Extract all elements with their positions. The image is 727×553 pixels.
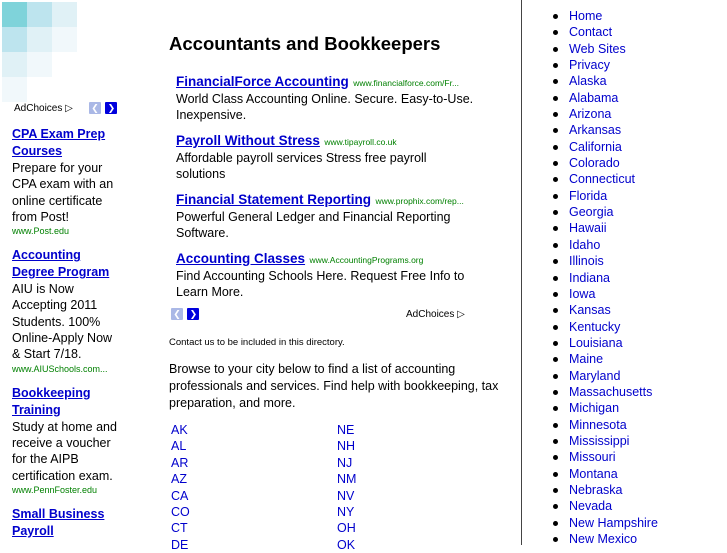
main-ad-body: Affordable payroll services Stress free payroll solutions xyxy=(176,151,427,181)
main-ad-title[interactable]: Financial Statement Reporting xyxy=(176,192,372,207)
left-ad-url[interactable]: www.AIUSchools.com... xyxy=(12,363,108,374)
state-code-link[interactable]: AK xyxy=(171,423,188,437)
left-ad xyxy=(12,126,120,237)
state-code-link[interactable]: NH xyxy=(337,439,356,454)
main-ad xyxy=(176,73,476,132)
left-ad-title[interactable]: Small Business Payroll xyxy=(12,506,105,538)
left-ad-title[interactable]: Bookkeeping Training xyxy=(12,385,91,417)
left-ad-url[interactable]: www.PennFoster.edu xyxy=(12,484,98,495)
main-ad-url[interactable]: www.prophix.com/rep... xyxy=(375,196,464,206)
left-ad xyxy=(12,506,120,540)
adchoices-label-left[interactable]: AdChoices ▷ xyxy=(14,103,73,114)
state-code-link[interactable]: NM xyxy=(337,472,357,487)
nav-link[interactable]: New Mexico xyxy=(553,531,658,547)
nav-link[interactable]: Arizona xyxy=(553,106,658,122)
nav-link[interactable]: California xyxy=(553,139,658,155)
left-ad-body: Prepare for your CPA exam with an online certificate from Post! xyxy=(12,161,114,224)
chevron-right-icon[interactable]: ❯ xyxy=(105,102,117,114)
left-ad-url[interactable]: www.Post.edu xyxy=(12,226,70,237)
chevron-left-icon[interactable]: ❮ xyxy=(89,102,101,114)
adchoices-label-main[interactable]: AdChoices ▷ xyxy=(406,309,465,320)
nav-link[interactable]: Florida xyxy=(553,188,658,204)
left-ad-body: AIU is Now Accepting 2011 Students. 100% Online-Apply Now & Start 7/18. xyxy=(12,282,113,362)
column-divider xyxy=(521,0,522,545)
main-ad-url[interactable]: www.tipayroll.co.uk xyxy=(324,137,397,147)
main-ad-url[interactable]: www.AccountingPrograms.org xyxy=(309,255,424,265)
ad-nav-left xyxy=(89,102,117,120)
page-title: Accountants and Bookkeepers xyxy=(169,33,441,54)
nav-link[interactable]: Privacy xyxy=(553,57,658,73)
state-code-link[interactable]: NY xyxy=(337,504,355,519)
state-code-link[interactable]: CA xyxy=(171,488,189,503)
main-ad-body: Find Accounting Schools Here. Request Free Info to Learn More. xyxy=(176,269,465,299)
left-ad-body: Study at home and receive a voucher for the AIPB certification exam. xyxy=(12,419,117,483)
state-code-column-left xyxy=(171,422,190,553)
nav-link[interactable]: Colorado xyxy=(553,155,658,171)
state-code-link[interactable]: DE xyxy=(171,537,189,552)
state-code-link[interactable]: CT xyxy=(171,521,188,536)
nav-link[interactable]: Indiana xyxy=(553,270,658,286)
nav-link[interactable]: Missouri xyxy=(553,449,658,465)
adchoices-triangle-icon: ▷ xyxy=(457,309,465,320)
state-code-link[interactable]: AZ xyxy=(171,472,187,487)
nav-link[interactable]: Georgia xyxy=(553,204,658,220)
state-code-link[interactable]: AR xyxy=(171,455,189,470)
main-ad-title[interactable]: Payroll Without Stress xyxy=(176,133,320,148)
nav-link[interactable]: Nebraska xyxy=(553,482,658,498)
state-code-link[interactable]: NV xyxy=(337,488,355,503)
state-code-link[interactable]: NJ xyxy=(337,455,353,470)
state-code-column-right xyxy=(337,422,356,553)
nav-link[interactable]: Michigan xyxy=(553,400,658,416)
state-code-link[interactable]: OH xyxy=(337,521,356,536)
nav-link[interactable]: Iowa xyxy=(553,286,658,302)
nav-link[interactable]: Home xyxy=(553,8,658,24)
nav-link[interactable]: Maryland xyxy=(553,368,658,384)
nav-link[interactable]: Nevada xyxy=(553,498,658,514)
nav-link[interactable]: Mississippi xyxy=(553,433,658,449)
intro-text: Browse to your city below to find a list of accounting professionals and services. Find help with bookkeeping, tax preparation, and more. xyxy=(169,362,499,410)
nav-link[interactable]: New Hampshire xyxy=(553,515,658,531)
nav-link[interactable]: Arkansas xyxy=(553,122,658,138)
nav-link[interactable]: Massachusetts xyxy=(553,384,658,400)
left-ad-title[interactable]: Accounting Degree Program xyxy=(12,248,110,280)
main-ad-body: Powerful General Ledger and Financial Reporting Software. xyxy=(176,210,451,240)
nav-link[interactable]: Maine xyxy=(553,351,658,367)
main-ad xyxy=(176,250,476,309)
nav-link[interactable]: Contact xyxy=(553,24,658,40)
contact-line: Contact us to be included in this directory. xyxy=(169,337,345,348)
nav-link[interactable]: Web Sites xyxy=(553,41,658,57)
nav-link[interactable]: Idaho xyxy=(553,237,658,253)
chevron-left-icon[interactable]: ❮ xyxy=(171,308,183,320)
nav-link[interactable]: Connecticut xyxy=(553,171,658,187)
nav-link[interactable]: Minnesota xyxy=(553,417,658,433)
nav-link[interactable]: Hawaii xyxy=(553,220,658,236)
main-ad-title[interactable]: Accounting Classes xyxy=(176,251,306,266)
main-ad xyxy=(176,132,476,191)
left-ad-title[interactable]: CPA Exam Prep Courses xyxy=(12,127,106,158)
left-ad xyxy=(12,247,120,374)
nav-link[interactable]: Kansas xyxy=(553,302,658,318)
nav-link[interactable]: Montana xyxy=(553,466,658,482)
state-code-link[interactable]: CO xyxy=(171,504,190,519)
main-ad-list xyxy=(176,73,476,309)
main-ad-url[interactable]: www.financialforce.com/Fr... xyxy=(353,78,460,88)
main-ad-body: World Class Accounting Online. Secure. Easy-to-Use. Inexpensive. xyxy=(176,92,474,122)
nav-link[interactable]: Illinois xyxy=(553,253,658,269)
left-ad xyxy=(12,385,120,496)
state-nav-list xyxy=(553,8,658,547)
nav-link[interactable]: Alaska xyxy=(553,73,658,89)
ad-nav-main xyxy=(171,308,199,326)
left-ad-list xyxy=(12,126,120,550)
main-ad-title[interactable]: FinancialForce Accounting xyxy=(176,74,349,89)
adchoices-triangle-icon: ▷ xyxy=(65,103,73,114)
state-code-link[interactable]: NE xyxy=(337,423,355,437)
nav-link[interactable]: Louisiana xyxy=(553,335,658,351)
state-code-link[interactable]: OK xyxy=(337,537,356,552)
nav-link[interactable]: Kentucky xyxy=(553,319,658,335)
nav-link[interactable]: Alabama xyxy=(553,90,658,106)
state-code-link[interactable]: AL xyxy=(171,439,187,454)
main-ad xyxy=(176,191,476,250)
chevron-right-icon[interactable]: ❯ xyxy=(187,308,199,320)
